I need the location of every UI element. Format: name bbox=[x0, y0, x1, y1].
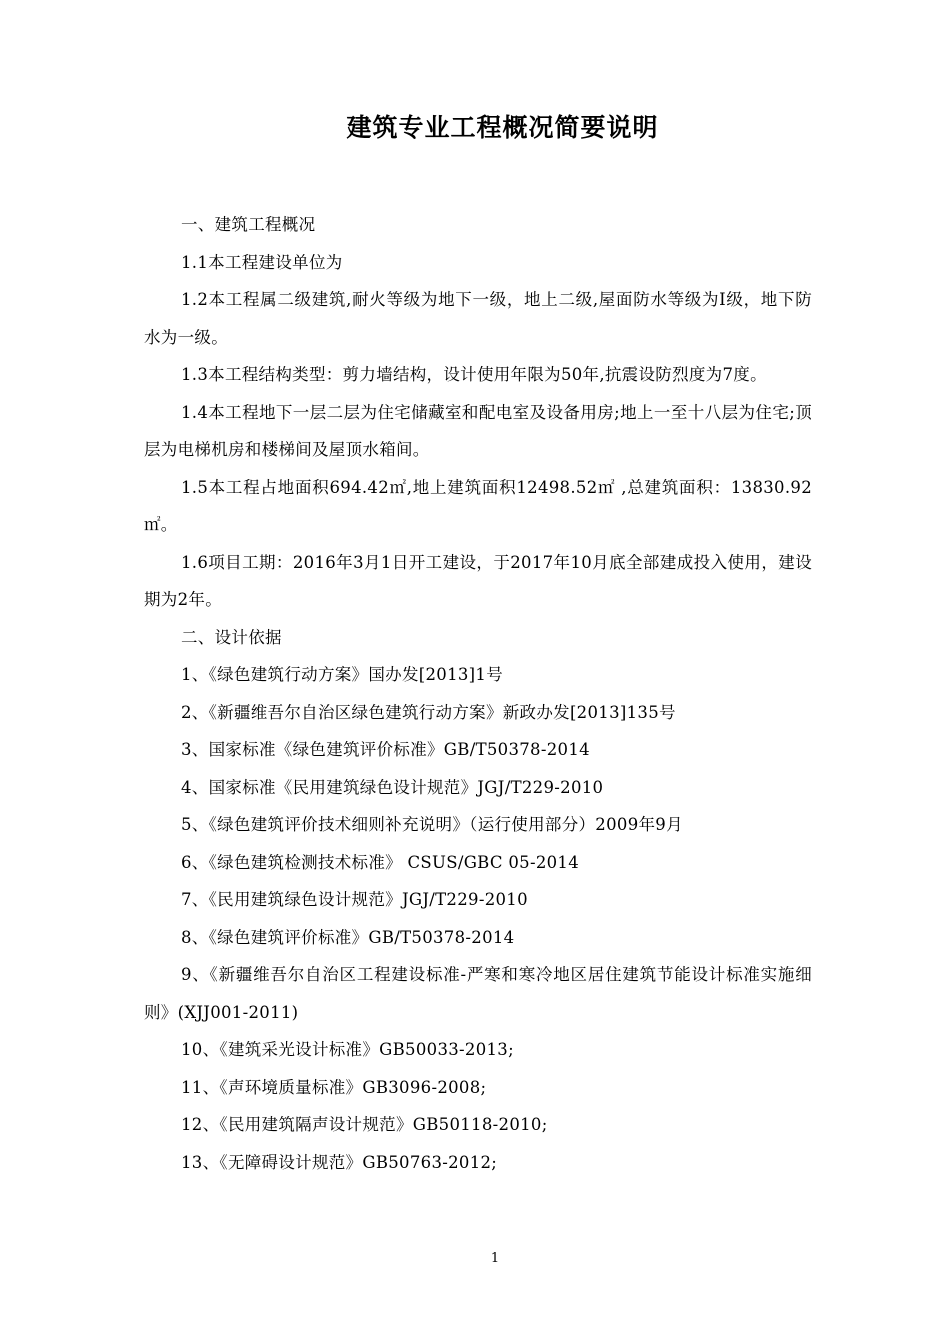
overview-item: 1.1本工程建设单位为 bbox=[181, 252, 343, 272]
overview-item: 1.6项目工期：2016年3月1日开工建设，于2017年10月底全部建成投入使用，建设期为2年。 bbox=[144, 552, 812, 609]
overview-item: 1.4本工程地下一层二层为住宅储藏室和配电室及设备用房;地上一至十八层为住宅;顶层为电梯机房和楼梯间及屋顶水箱间。 bbox=[144, 402, 812, 459]
overview-item: 1.5本工程占地面积694.42㎡,地上建筑面积12498.52㎡ ,总建筑面积：13830.92㎡。 bbox=[144, 477, 812, 534]
basis-item: 9、《新疆维吾尔自治区工程建设标准-严寒和寒冷地区居住建筑节能设计标准实施细则》(XJJ001-2011) bbox=[144, 965, 812, 1022]
basis-item: 5、《绿色建筑评价技术细则补充说明》（运行使用部分）2009年9月 bbox=[181, 815, 683, 834]
basis-item: 11、《声环境质量标准》GB3096-2008; bbox=[181, 1077, 487, 1097]
basis-item: 1、《绿色建筑行动方案》国办发[2013]1号 bbox=[181, 665, 504, 684]
document-body bbox=[144, 206, 812, 1181]
basis-item: 4、国家标准《民用建筑绿色设计规范》JGJ/T229-2010 bbox=[181, 777, 604, 797]
basis-item: 10、《建筑采光设计标准》GB50033-2013; bbox=[181, 1040, 514, 1059]
basis-item: 13、《无障碍设计规范》GB50763-2012; bbox=[181, 1152, 498, 1172]
page-number: 1 bbox=[490, 1251, 500, 1266]
basis-item: 7、《民用建筑绿色设计规范》JGJ/T229-2010 bbox=[181, 890, 528, 909]
page-title: 建筑专业工程概况简要说明 bbox=[346, 113, 659, 142]
overview-item: 1.3本工程结构类型：剪力墙结构，设计使用年限为50年,抗震设防烈度为7度。 bbox=[181, 365, 767, 384]
overview-item: 1.2本工程属二级建筑,耐火等级为地下一级，地上二级,屋面防水等级为Ⅰ级，地下防水为一级。 bbox=[144, 290, 812, 347]
basis-item: 3、国家标准《绿色建筑评价标准》GB/T50378-2014 bbox=[181, 740, 590, 759]
section-heading: 二、设计依据 bbox=[181, 627, 282, 647]
basis-item: 2、《新疆维吾尔自治区绿色建筑行动方案》新政办发[2013]135号 bbox=[181, 702, 676, 722]
basis-item: 8、《绿色建筑评价标准》GB/T50378-2014 bbox=[181, 927, 515, 947]
section-heading: 一、建筑工程概况 bbox=[181, 215, 316, 234]
basis-item: 6、《绿色建筑检测技术标准》 CSUS/GBC 05-2014 bbox=[181, 852, 580, 872]
basis-item: 12、《民用建筑隔声设计规范》GB50118-2010; bbox=[181, 1115, 548, 1134]
